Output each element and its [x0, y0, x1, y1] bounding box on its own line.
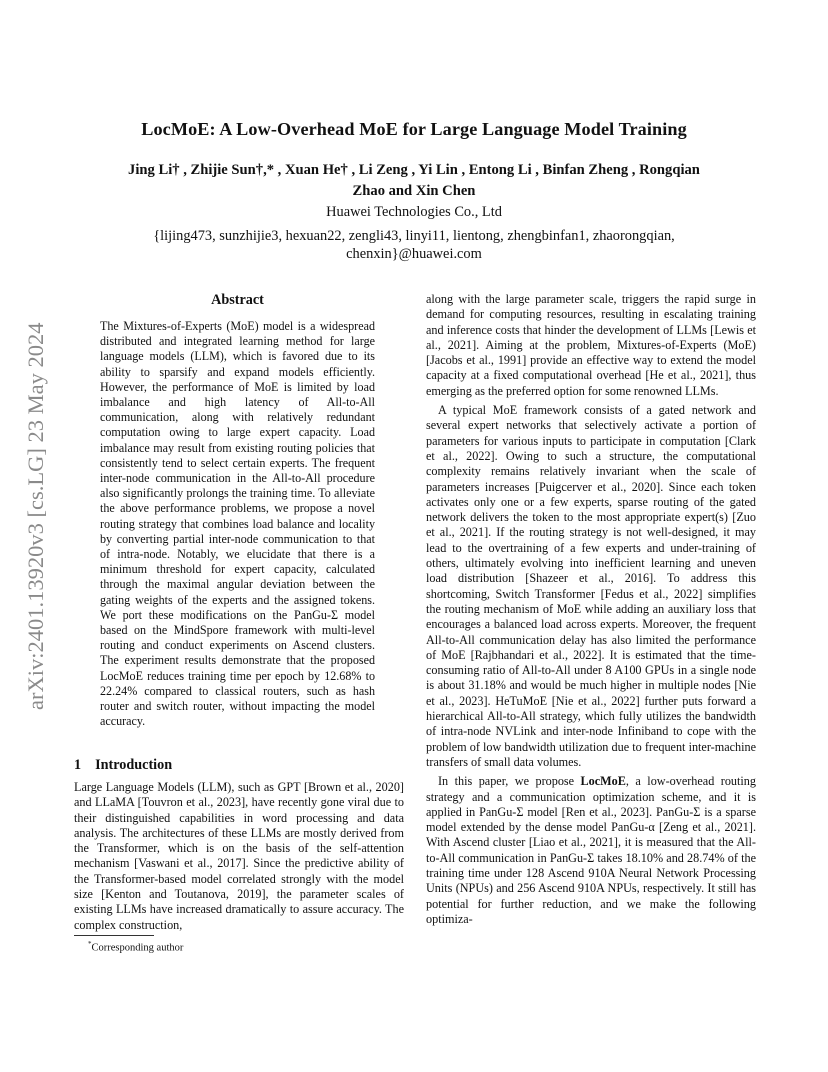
intro-left-column: [74, 780, 404, 933]
section-title: Introduction: [95, 757, 173, 773]
intro-paragraph-1: Large Language Models (LLM), such as GPT [Brown et al., 2020] and LLaMA [Touvron et al., 2023], have recently gone viral due to their distinguished capabilities in word processing and data analysis. The architectures of these LLMs are mostly derived from the Transformer, which is on the basis of the self-attention mechanism [Vaswani et al., 2017]. Since the predictive ability of the Transformer-based model correlated strongly with the model size [Kenton and Toutanova, 2019], the parameter scales of existing LLMs have increased dramatically to assure accuracy. The complex construction,: [74, 780, 404, 932]
arxiv-stamp-graphic: [22, 290, 50, 710]
footnote-mark: *: [88, 940, 92, 948]
arxiv-stamp-text: arXiv:2401.13920v3 [cs.LG] 23 May 2024: [23, 322, 48, 710]
right-paragraph-2: A typical MoE framework consists of a gated network and several expert networks that selectively activate a portion of parameters for various inputs to participate in computation [Clark et al., 2022]. Owing to such a structure, the computational complexity remains relatively invariant when the scale of parameters increases [Puigcerver et al., 2020]. Since each token activates only one or a few experts, sparse routing of the gated network delivers the token to the most appropriate expert(s) [Zuo et al., 2021]. If the routing strategy is not well-designed, it may lead to the overtraining of a few experts and under-training of others, ultimately evolving into inefficient learning and uneven load distribution [Shazeer et al., 2016]. To address this shortcoming, Switch Transformer [Fedus et al., 2022] simplifies the routing mechanism of MoE while adding an auxiliary loss that encourages a balanced load across experts. Moreover, the frequent All-to-All communication delay has also limited the performance of MoE [Rajbhandari et al., 2022]. It is estimated that the time-consuming ratio of All-to-All under 8 A100 GPUs in a single node is about 31.18% and would be much higher in multiple nodes [Nie et al., 2023]. HeTuMoE [Nie et al., 2022] further puts forward a hierarchical All-to-All strategy, which fully utilizes the bandwidth of intra-node NVLink and inter-node Infiniband to cope with the problem of low bandwidth utilization due to frequent inter-machine transfers of small data volumes.: [426, 403, 756, 769]
abstract-heading: Abstract: [211, 292, 264, 308]
abstract-body: [100, 319, 375, 729]
author-line-1: Jing Li† , Zhijie Sun†,* , Xuan He† , Li Zeng , Yi Lin , Entong Li , Binfan Zheng , Rongqian: [128, 162, 700, 178]
footnote-text: Corresponding author: [91, 942, 184, 954]
abstract-text: The Mixtures-of-Experts (MoE) model is a widespread distributed and integrated learning method for large language models (LLM), which is favored due to its ability to sparsify and expand models efficiently. However, the performance of MoE is limited by load imbalance and high latency of All-to-All communication, along with relatively redundant computation owing to large expert capacity. Load imbalance may result from existing routing policies that consistently tend to select certain experts. The frequent inter-node communication in the All-to-All procedure also significantly prolongs the training time. To alleviate the above performance problems, we propose a novel routing strategy that combines load balance and locality by converting partial inter-node communication to that of intra-node. Notably, we elucidate that there is a minimum threshold for expert capacity, calculated through the maximal angular deviation between the gating weights of the experts and the assigned tokens. We port these modifications on the PanGu-Σ model based on the MindSpore framework with multi-level routing and conduct experiments on Ascend clusters. The experiment results demonstrate that the proposed LocMoE reduces training time per epoch by 12.68% to 22.24% compared to classical routers, such as hash router and switch router, without impacting the model accuracy.: [100, 319, 375, 729]
footnote-rule: [74, 935, 154, 936]
paper-title: LocMoE: A Low-Overhead MoE for Large Language Model Training: [141, 119, 687, 139]
section-number: 1: [74, 757, 82, 773]
right-paragraph-3-rest: , a low-overhead routing strategy and a communication optimization scheme, and it is applied in PanGu-Σ model [Ren et al., 2023]. PanGu-Σ is a sparse model extended by the dense model PanGu-α [Zeng et al., 2021]. With Ascend cluster [Liao et al., 2021], it is measured that the All-to-All communication in PanGu-Σ takes 18.10% and 28.74% of the training time under 128 Ascend 910A Neural Network Processing Units (NPUs) and 256 Ascend 910A NPUs, respectively. It still has potential for further reduction, and we make the following optimiza-: [426, 774, 756, 926]
right-paragraph-3-lead: In this paper, we propose: [438, 774, 581, 789]
affiliation: Huawei Technologies Co., Ltd: [326, 204, 502, 220]
author-emails: {lijing473, sunzhijie3, hexuan22, zengli43, linyi11, lientong, zhengbinfan1, zhaorongqian, chenxin}@huawei.com: [153, 228, 675, 262]
right-column: [426, 292, 756, 927]
locmoe-term: LocMoE: [580, 774, 626, 789]
right-paragraph-3: [426, 774, 756, 927]
author-list: [80, 160, 748, 202]
section-heading: [74, 757, 172, 774]
footnote: [88, 940, 183, 954]
right-paragraph-1: along with the large parameter scale, triggers the rapid surge in demand for computing resources, resulting in escalating training and inference costs that hinder the development of LLMs [Lewis et al., 2021]. Aiming at the problem, Mixtures-of-Experts (MoE) [Jacobs et al., 1991] provide an effective way to extend the model capacity at a fixed computational overhead [He et al., 2021], thus emerging as the preferred option for some renowned LLMs.: [426, 292, 756, 398]
arxiv-stamp: [22, 290, 50, 710]
author-line-2: Zhao and Xin Chen: [352, 183, 476, 199]
